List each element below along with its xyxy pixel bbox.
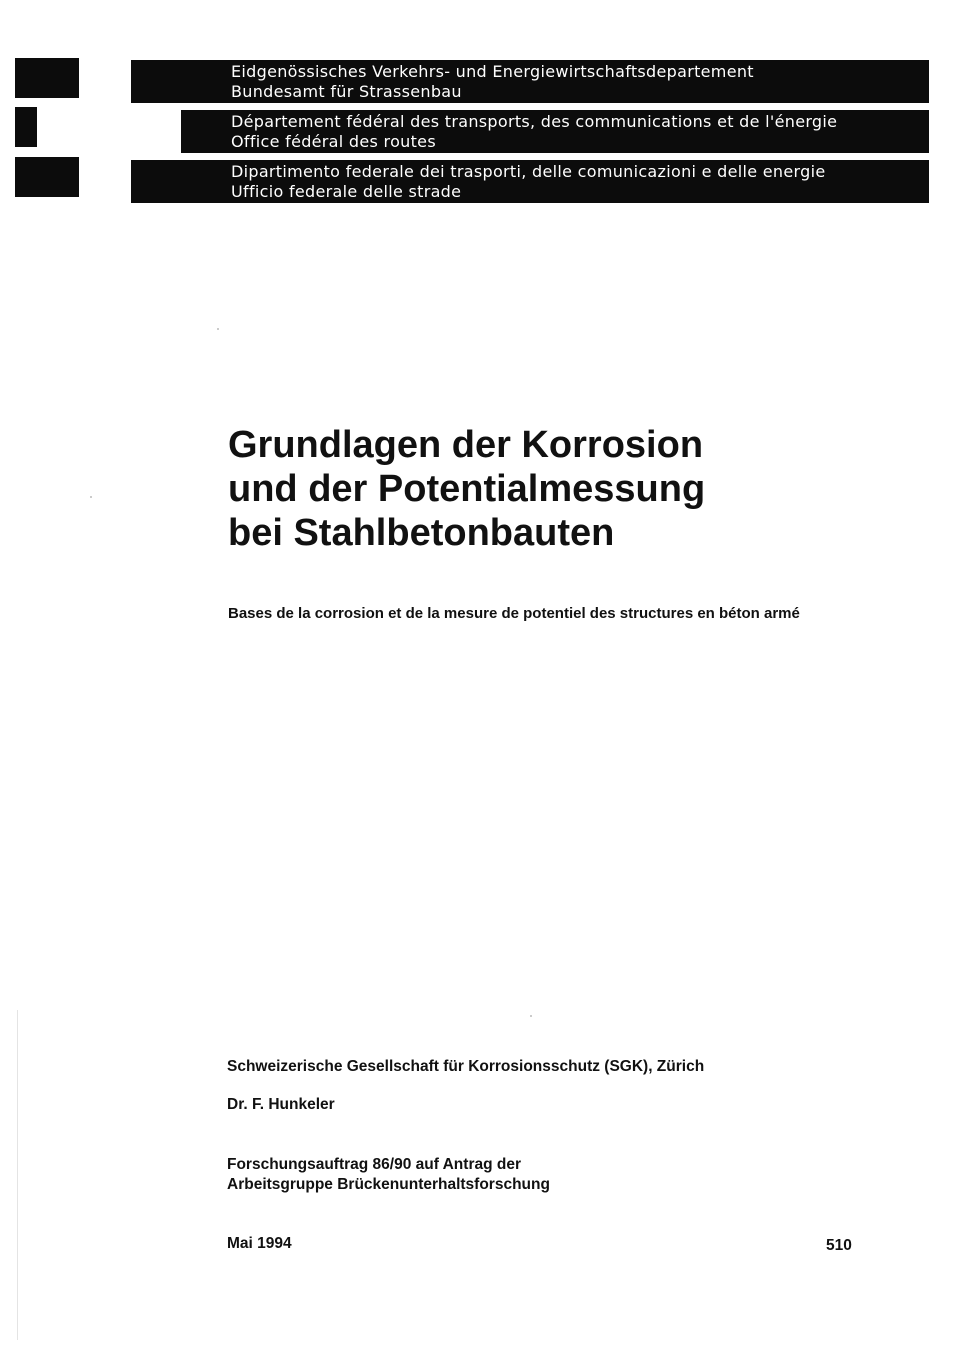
report-subtitle: Bases de la corrosion et de la mesure de potentiel des structures en béton armé [228, 605, 800, 622]
scan-edge-line [17, 1010, 18, 1340]
research-commission [227, 1155, 550, 1195]
office-name: Ufficio federale delle strade [231, 182, 462, 201]
department-name: Eidgenössisches Verkehrs- und Energiewirtschaftsdepartement [231, 62, 754, 81]
organization-name: Schweizerische Gesellschaft für Korrosionsschutz (SGK), Zürich [227, 1058, 705, 1075]
department-bar-german [131, 60, 929, 103]
author-name: Dr. F. Hunkeler [227, 1096, 335, 1113]
report-title-line: und der Potentialmessung [228, 468, 706, 510]
federal-logo-block-bottom [15, 157, 79, 197]
report-title [228, 423, 848, 555]
federal-logo-block-top [15, 58, 79, 98]
office-name: Office fédéral des routes [231, 132, 436, 151]
research-commission-line: Forschungsauftrag 86/90 auf Antrag der [227, 1156, 521, 1173]
scan-speck [217, 328, 219, 330]
research-commission-line: Arbeitsgruppe Brückenunterhaltsforschung [227, 1176, 550, 1193]
report-number: 510 [826, 1237, 852, 1254]
scan-speck [530, 1015, 532, 1017]
report-title-line: Grundlagen der Korrosion [228, 424, 704, 466]
department-bar-french [181, 110, 929, 153]
report-title-line: bei Stahlbetonbauten [228, 512, 615, 554]
department-name: Dipartimento federale dei trasporti, delle comunicazioni e delle energie [231, 162, 826, 181]
office-name: Bundesamt für Strassenbau [231, 82, 462, 101]
department-bar-italian [131, 160, 929, 203]
scan-speck [90, 496, 92, 498]
federal-logo-block-middle [15, 107, 37, 147]
publication-date: Mai 1994 [227, 1235, 292, 1252]
department-name: Département fédéral des transports, des communications et de l'énergie [231, 112, 838, 131]
